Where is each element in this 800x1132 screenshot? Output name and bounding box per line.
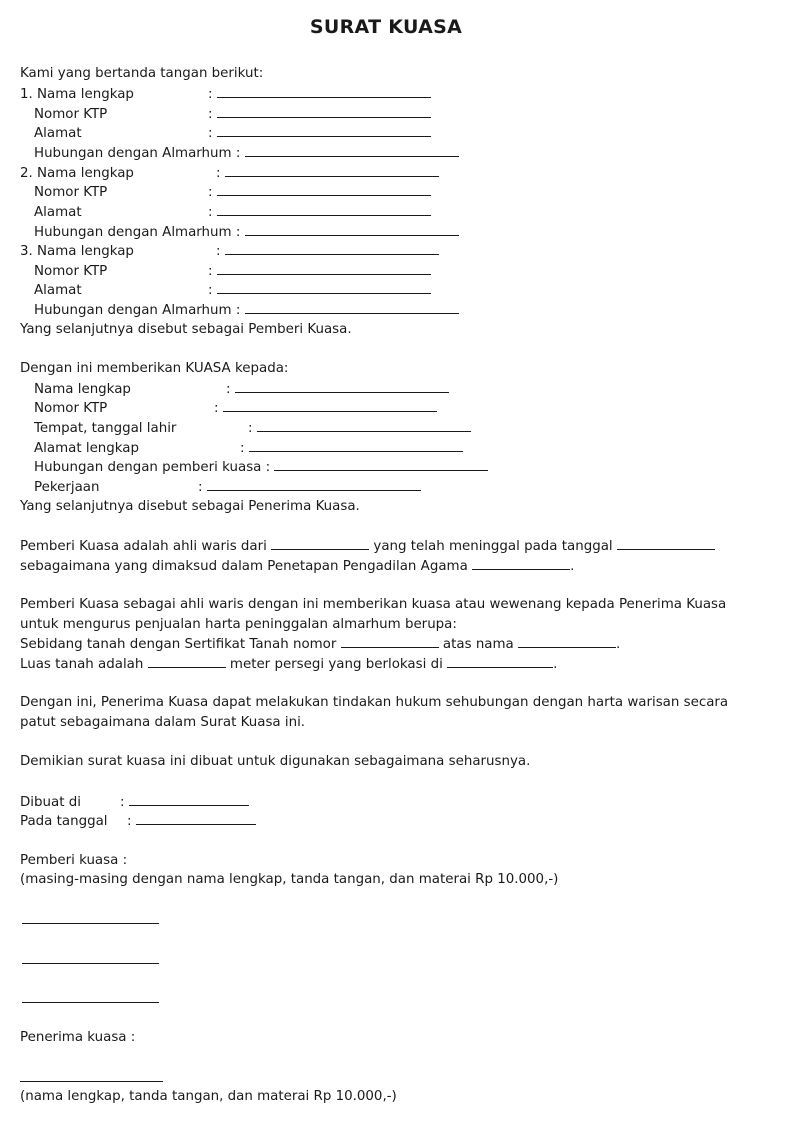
place-row: Dibuat di : <box>20 792 249 813</box>
certificate-owner-blank[interactable] <box>518 634 616 648</box>
receiver-signature-note: (nama lengkap, tanda tangan, dan materai Rp 10.000,-) <box>20 1089 397 1104</box>
grantor-3-address-row: Alamat : <box>34 280 431 301</box>
grantor-3-ktp-row: Nomor KTP : <box>34 261 431 282</box>
grantor-1-name-label: 1. Nama lengkap <box>20 87 134 102</box>
receiver-ktp-blank[interactable] <box>223 398 437 412</box>
court-decision-blank[interactable] <box>472 556 570 570</box>
grantor-note: Yang selanjutnya disebut sebagai Pemberi Kuasa. <box>20 322 352 337</box>
closing-statement: Demikian surat kuasa ini dibuat untuk digunakan sebagaimana seharusnya. <box>20 754 531 769</box>
grantor-3-relation-row: Hubungan dengan Almarhum : <box>34 300 459 321</box>
grantor-1-relation-blank[interactable] <box>245 143 459 157</box>
certificate-row: Sebidang tanah dengan Sertifikat Tanah nomor atas nama . <box>20 634 620 655</box>
grantor-3-signature-line[interactable] <box>22 1002 159 1003</box>
grantor-1-name-row: 1. Nama lengkap : <box>20 84 431 105</box>
grantor-1-relation-row: Hubungan dengan Almarhum : <box>34 143 459 164</box>
grantor-1-address-blank[interactable] <box>217 123 431 137</box>
receiver-signature-line[interactable] <box>20 1081 163 1082</box>
grantor-1-signature-line[interactable] <box>22 923 159 924</box>
receiver-name-row: Nama lengkap : <box>34 379 449 400</box>
authority-line-1: Pemberi Kuasa sebagai ahli waris dengan ini memberikan kuasa atau wewenang kepada Penerima Kuasa <box>20 597 727 612</box>
grantor-2-relation-blank[interactable] <box>245 222 459 236</box>
legal-action-line-2: patut sebagaimana dalam Surat Kuasa ini. <box>20 715 306 730</box>
receiver-job-row: Pekerjaan : <box>34 477 421 498</box>
grantor-3-relation-blank[interactable] <box>245 300 459 314</box>
receiver-address-blank[interactable] <box>249 438 463 452</box>
receiver-note: Yang selanjutnya disebut sebagai Penerima Kuasa. <box>20 499 360 514</box>
receiver-relation-row: Hubungan dengan pemberi kuasa : <box>34 457 488 478</box>
grantor-2-ktp-blank[interactable] <box>217 182 431 196</box>
land-area-row: Luas tanah adalah meter persegi yang berlokasi di . <box>20 654 557 675</box>
grantor-1-address-row: Alamat : <box>34 123 431 144</box>
land-location-blank[interactable] <box>447 654 553 668</box>
grantor-2-name-row: 2. Nama lengkap : <box>20 163 439 184</box>
grantor-2-signature-line[interactable] <box>22 963 159 964</box>
receiver-name-blank[interactable] <box>235 379 449 393</box>
grantor-3-name-blank[interactable] <box>225 241 439 255</box>
grantor-1-ktp-blank[interactable] <box>217 104 431 118</box>
receiver-job-blank[interactable] <box>207 477 421 491</box>
grantor-2-name-blank[interactable] <box>225 163 439 177</box>
grantor-2-relation-row: Hubungan dengan Almarhum : <box>34 222 459 243</box>
grantor-1-ktp-row: Nomor KTP : <box>34 104 431 125</box>
grantor-signature-label: Pemberi kuasa : <box>20 853 128 868</box>
legal-action-line-1: Dengan ini, Penerima Kuasa dapat melakukan tindakan hukum sehubungan dengan harta warisan secara <box>20 695 729 710</box>
receiver-signature-label: Penerima kuasa : <box>20 1030 136 1045</box>
certificate-number-blank[interactable] <box>341 634 439 648</box>
date-blank[interactable] <box>136 811 256 825</box>
grant-intro: Dengan ini memberikan KUASA kepada: <box>20 361 289 376</box>
grantor-3-ktp-blank[interactable] <box>217 261 431 275</box>
document-title: SURAT KUASA <box>309 16 463 38</box>
receiver-relation-blank[interactable] <box>274 457 488 471</box>
heir-paragraph-line-2: sebagaimana yang dimaksud dalam Penetapan Pengadilan Agama . <box>20 556 574 577</box>
date-row: Pada tanggal : <box>20 811 256 832</box>
grantor-2-address-row: Alamat : <box>34 202 431 223</box>
receiver-birth-row: Tempat, tanggal lahir : <box>34 418 471 439</box>
authority-line-2: untuk mengurus penjualan harta peninggalan almarhum berupa: <box>20 617 457 632</box>
grantor-2-ktp-row: Nomor KTP : <box>34 182 431 203</box>
grantor-signature-note: (masing-masing dengan nama lengkap, tanda tangan, dan materai Rp 10.000,-) <box>20 872 559 887</box>
death-date-blank[interactable] <box>617 536 715 550</box>
deceased-name-blank[interactable] <box>271 536 369 550</box>
receiver-birth-blank[interactable] <box>257 418 471 432</box>
receiver-address-row: Alamat lengkap : <box>34 438 463 459</box>
grantor-3-address-blank[interactable] <box>217 280 431 294</box>
grantor-1-name-blank[interactable] <box>217 84 431 98</box>
heir-paragraph-line-1: Pemberi Kuasa adalah ahli waris dari yang telah meninggal pada tanggal <box>20 536 715 557</box>
grantor-3-name-row: 3. Nama lengkap : <box>20 241 439 262</box>
intro-text: Kami yang bertanda tangan berikut: <box>20 66 264 81</box>
receiver-ktp-row: Nomor KTP : <box>34 398 437 419</box>
land-area-blank[interactable] <box>148 654 226 668</box>
place-blank[interactable] <box>129 792 249 806</box>
grantor-2-address-blank[interactable] <box>217 202 431 216</box>
